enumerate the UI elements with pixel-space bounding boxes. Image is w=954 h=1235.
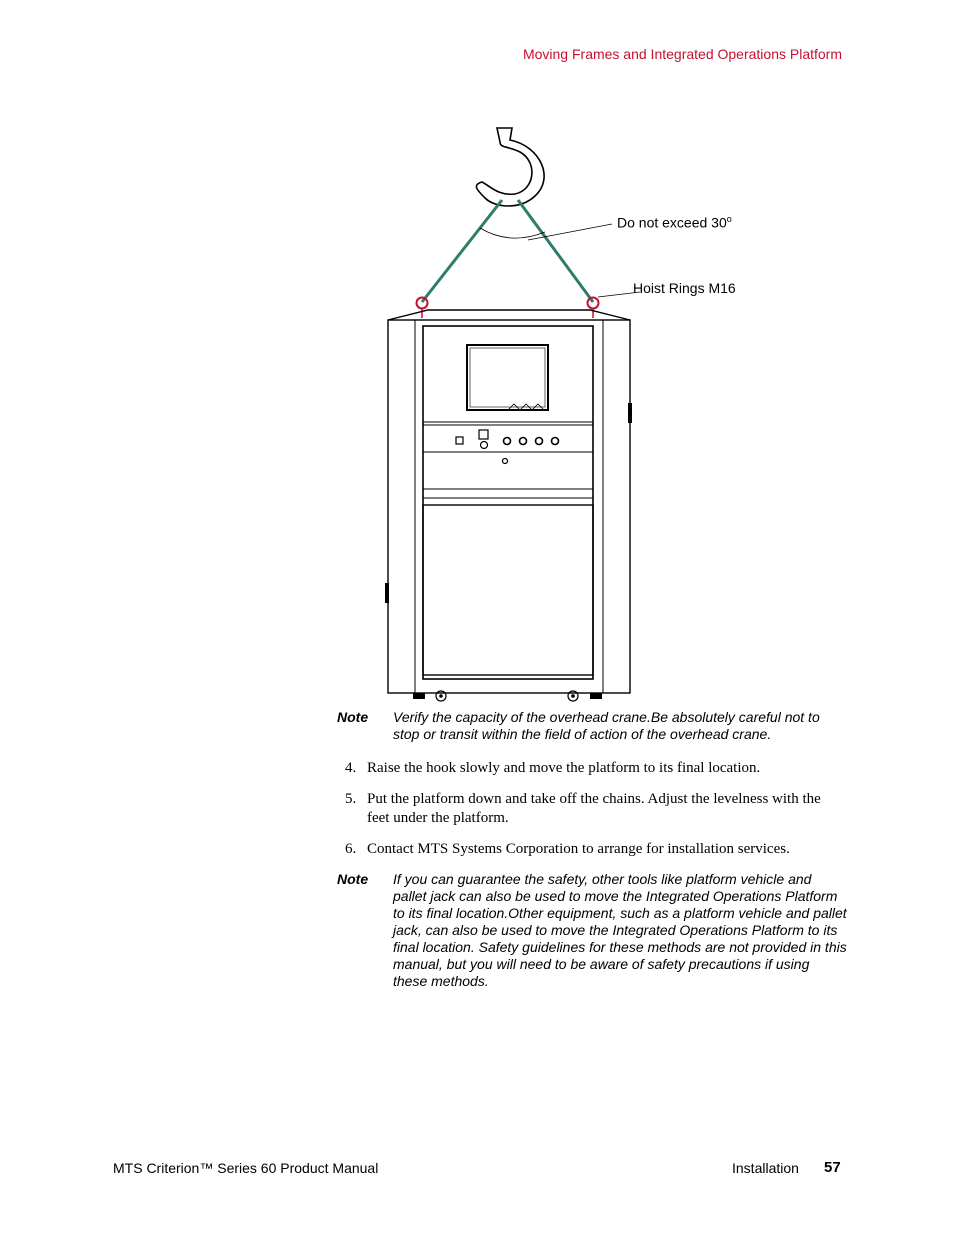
note-crane-capacity bbox=[337, 709, 847, 743]
center-panel bbox=[423, 326, 593, 679]
angle-label bbox=[617, 214, 732, 231]
step-item bbox=[345, 840, 845, 859]
note-text: If you can guarantee the safety, other tools like platform vehicle and pallet jack can also be used to move the Integrated Operations Platform to its final location.Other equipment, such as a platform vehicle and pallet jack, can also be used to move the Integrated Operations Platform to its final location. Safety guidelines for these methods are not provided in this manual, but you will need to be aware of safety precautions if using these methods. bbox=[393, 871, 847, 989]
note-tag: Note bbox=[337, 871, 369, 887]
control-button-icon bbox=[536, 438, 543, 445]
control-button-icon bbox=[520, 438, 527, 445]
control-strip bbox=[423, 425, 593, 452]
note-tag: Note bbox=[337, 709, 369, 725]
monitor-icon bbox=[467, 345, 548, 410]
step-text: Put the platform down and take off the chains. Adjust the levelness with the feet under the platform. bbox=[367, 791, 821, 826]
note-alternate-methods bbox=[337, 871, 847, 990]
control-button-icon bbox=[504, 438, 511, 445]
chain-left bbox=[422, 200, 502, 302]
control-button-icon bbox=[552, 438, 559, 445]
angle-label-text: Do not exceed 30 bbox=[617, 214, 727, 231]
crane-lift-figure bbox=[330, 118, 650, 708]
step-number: 5. bbox=[345, 791, 357, 807]
step-number: 4. bbox=[345, 760, 357, 776]
hoist-rings-label: Hoist Rings M16 bbox=[633, 280, 736, 296]
angle-arc bbox=[480, 228, 545, 238]
footer-section: Installation bbox=[732, 1160, 799, 1176]
step-text: Raise the hook slowly and move the platform to its final location. bbox=[367, 760, 761, 776]
chain-right bbox=[518, 200, 593, 302]
degree-sup: o bbox=[726, 214, 732, 224]
step-item bbox=[345, 759, 845, 778]
lower-door bbox=[423, 505, 593, 675]
hoist-ring-left-icon bbox=[417, 298, 428, 309]
step-number: 6. bbox=[345, 841, 357, 857]
running-header: Moving Frames and Integrated Operations Platform bbox=[522, 46, 842, 62]
step-text: Contact MTS Systems Corporation to arrange for installation services. bbox=[367, 841, 790, 857]
foot-left bbox=[413, 693, 425, 699]
hoist-ring-right-icon bbox=[588, 298, 599, 309]
drawer bbox=[423, 452, 593, 489]
page-number: 57 bbox=[824, 1159, 841, 1176]
note-text: Verify the capacity of the overhead crane.Be absolutely careful not to stop or transit within the field of action of the overhead crane. bbox=[393, 709, 820, 742]
footer-manual-title: MTS Criterion™ Series 60 Product Manual bbox=[113, 1160, 379, 1176]
step-item bbox=[345, 790, 845, 828]
crane-hook-icon bbox=[476, 128, 544, 206]
foot-right bbox=[590, 693, 602, 699]
